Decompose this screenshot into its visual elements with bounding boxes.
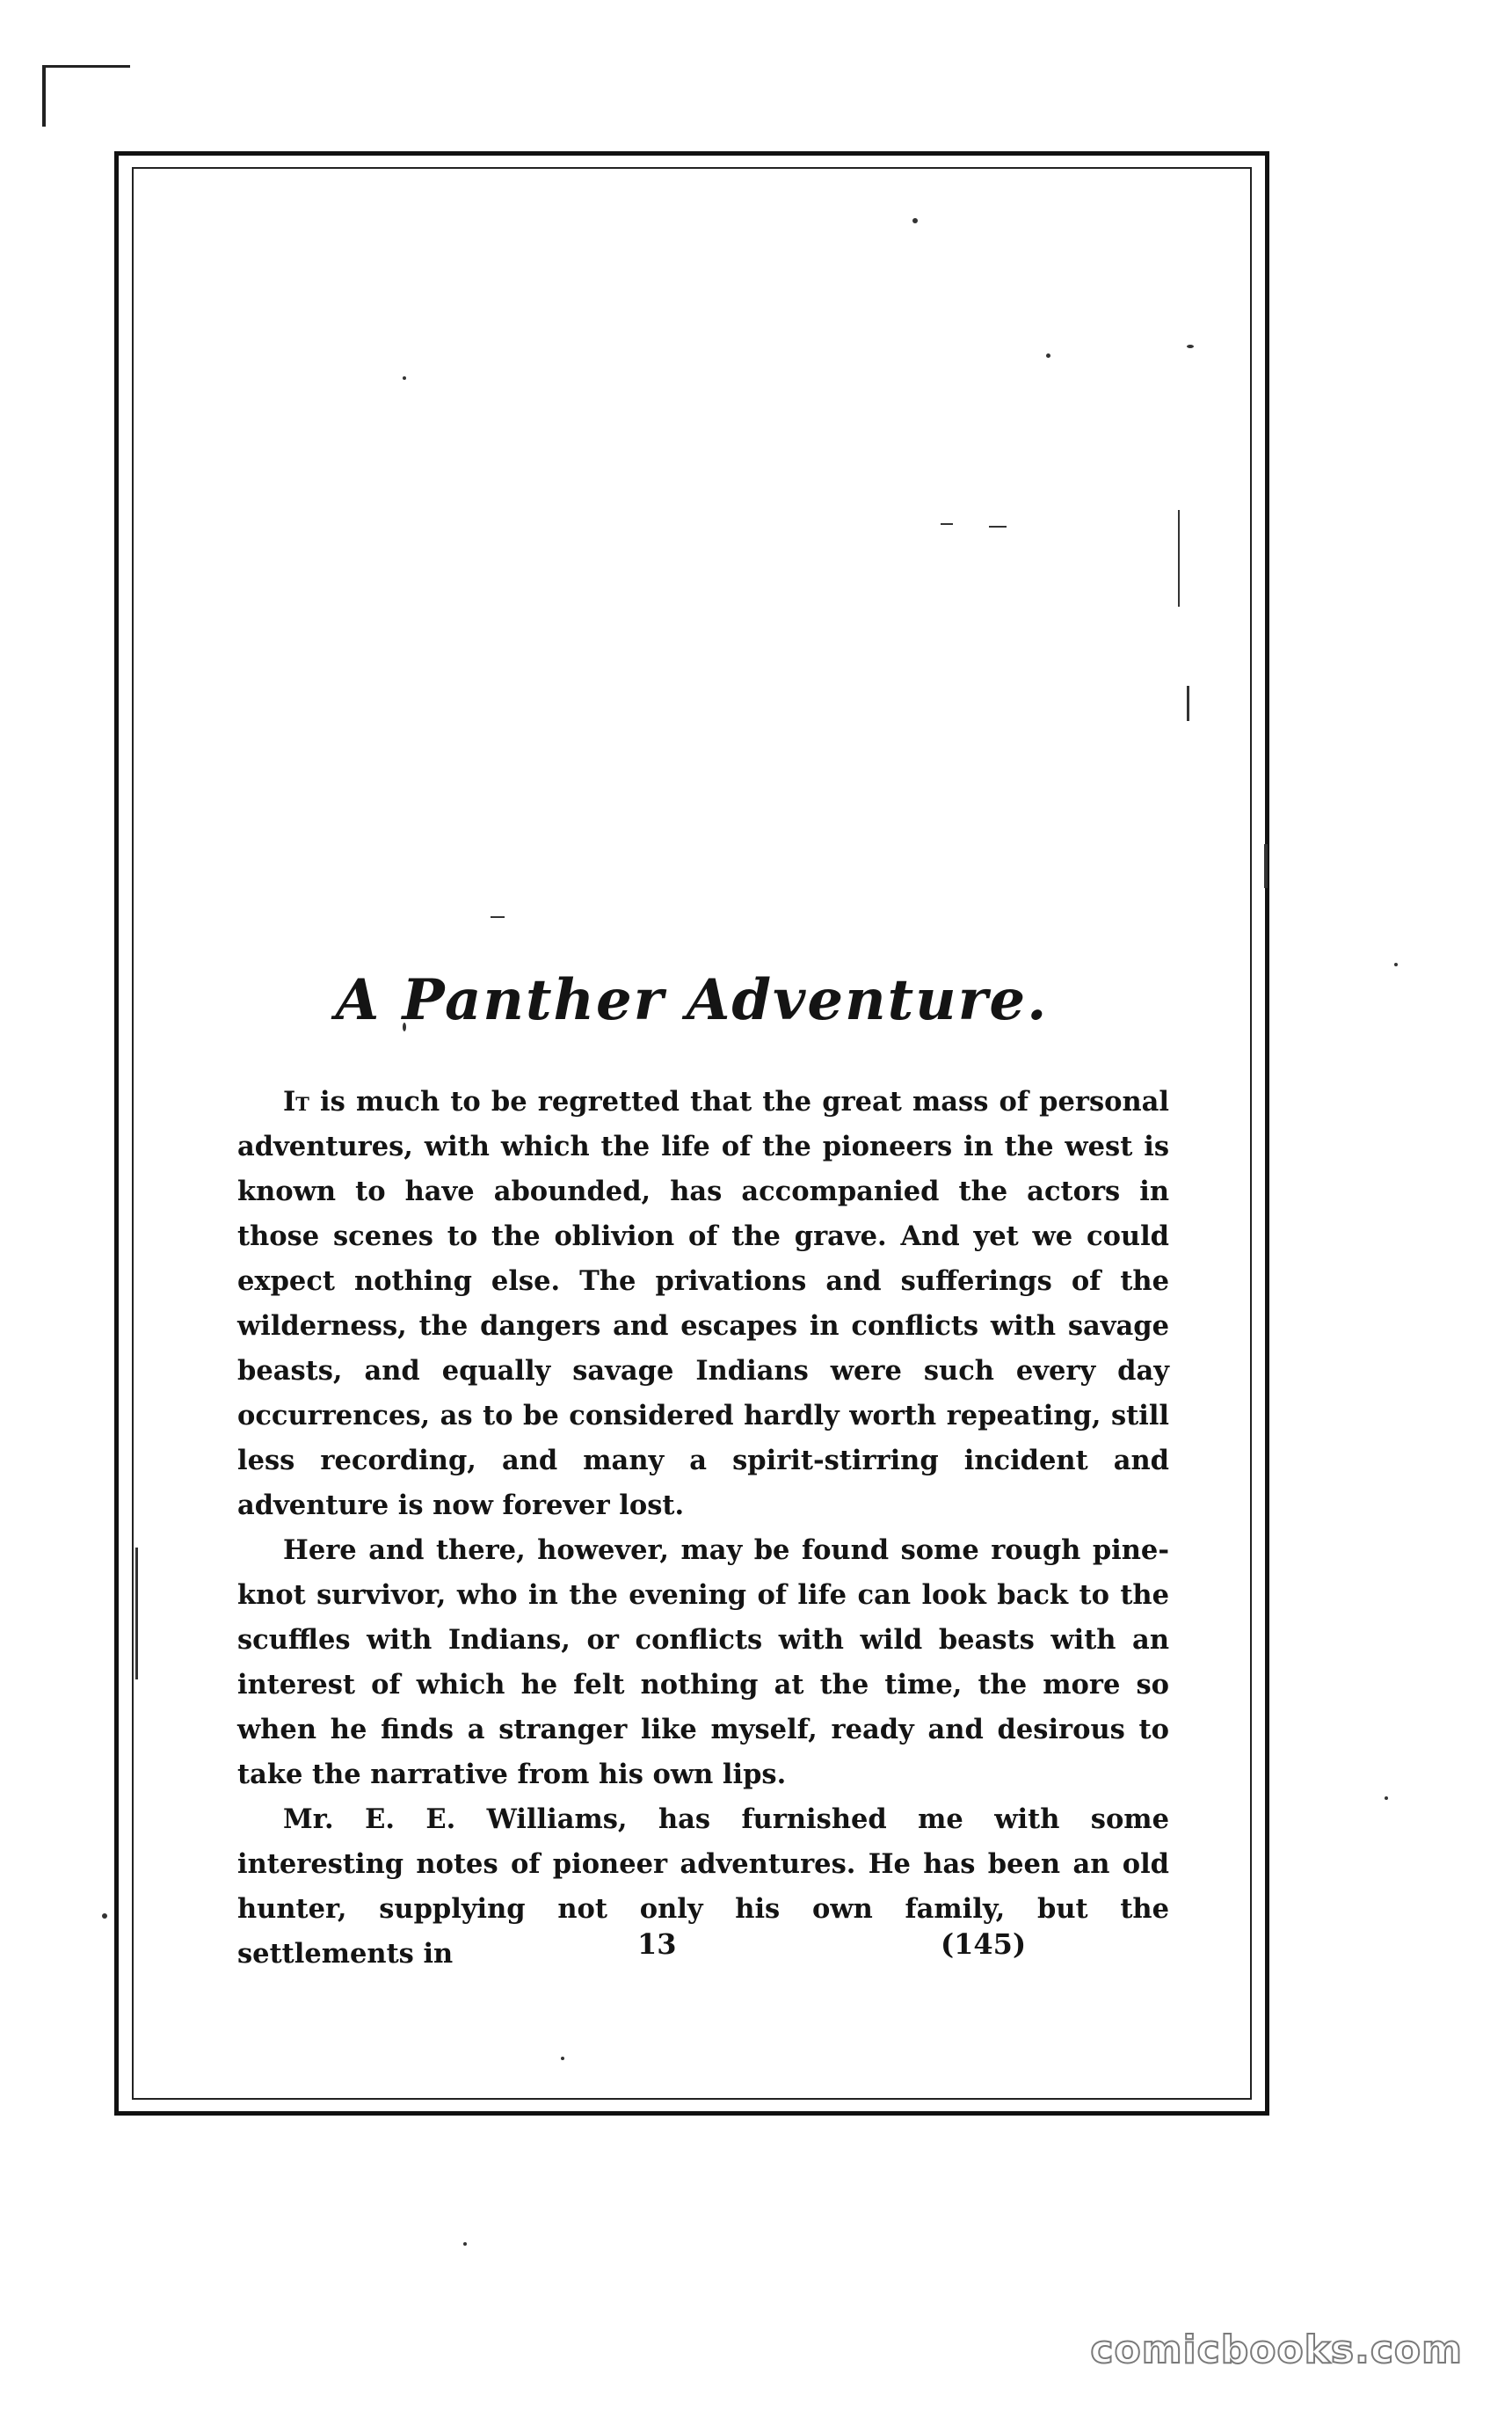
page-number: (145) bbox=[941, 1927, 1027, 1961]
paragraph-text: Here and there, however, may be found some rough pine-knot survivor, who in the evening of life can look back to the scuffles with Indians, or conflicts with wild beasts with an interest of which he felt nothing at the time, the more so when he finds a stranger like myself, ready and desirous to take the narrative from his own lips. bbox=[237, 1534, 1169, 1790]
scan-speck bbox=[491, 916, 505, 918]
scan-speck bbox=[102, 1913, 107, 1919]
paragraph bbox=[237, 1528, 1169, 1797]
body-text bbox=[237, 1080, 1169, 1977]
paragraph-text: Mr. E. E. Williams, has furnished me with some interesting notes of pioneer adventures. He has been an old hunter, supplying not only his own family, but the settlements in bbox=[237, 1803, 1169, 1970]
scan-speck bbox=[1385, 1796, 1388, 1800]
scan-speck bbox=[1046, 353, 1050, 358]
paragraph-lead: It bbox=[283, 1086, 309, 1118]
chapter-title: A Panther Adventure. bbox=[335, 967, 1049, 1033]
scan-speck bbox=[561, 2057, 564, 2060]
scan-speck bbox=[1178, 510, 1180, 607]
corner-crop-mark bbox=[42, 65, 156, 127]
scan-speck bbox=[135, 1548, 138, 1679]
scan-speck bbox=[989, 526, 1007, 528]
scan-speck bbox=[1264, 844, 1268, 888]
scan-speck bbox=[1394, 963, 1398, 966]
scan-speck bbox=[1187, 686, 1189, 721]
scan-speck bbox=[463, 2242, 467, 2246]
paragraph bbox=[237, 1080, 1169, 1528]
watermark-logo: comicbooks.com bbox=[1090, 2327, 1463, 2372]
scan-speck bbox=[1187, 345, 1194, 348]
paragraph-text: is much to be regretted that the great mass of personal adventures, with which the life of the pioneers in the west is known to have abounded, has accompanied the actors in those scenes to the oblivion of the grave. And yet we could expect nothing else. The privations and sufferings of the wilderness, the dangers and escapes in conflicts with savage beasts, and equally savage Indians were such every day occurrences, as to be considered hardly worth repeating, still less recording, and many a spirit-stirring incident and adventure is now forever lost. bbox=[237, 1086, 1169, 1521]
scan-speck bbox=[941, 523, 953, 525]
signature-mark: 13 bbox=[637, 1927, 677, 1961]
page-footer bbox=[237, 1927, 1169, 1980]
scan-speck bbox=[403, 376, 406, 380]
scan-speck bbox=[912, 218, 918, 223]
